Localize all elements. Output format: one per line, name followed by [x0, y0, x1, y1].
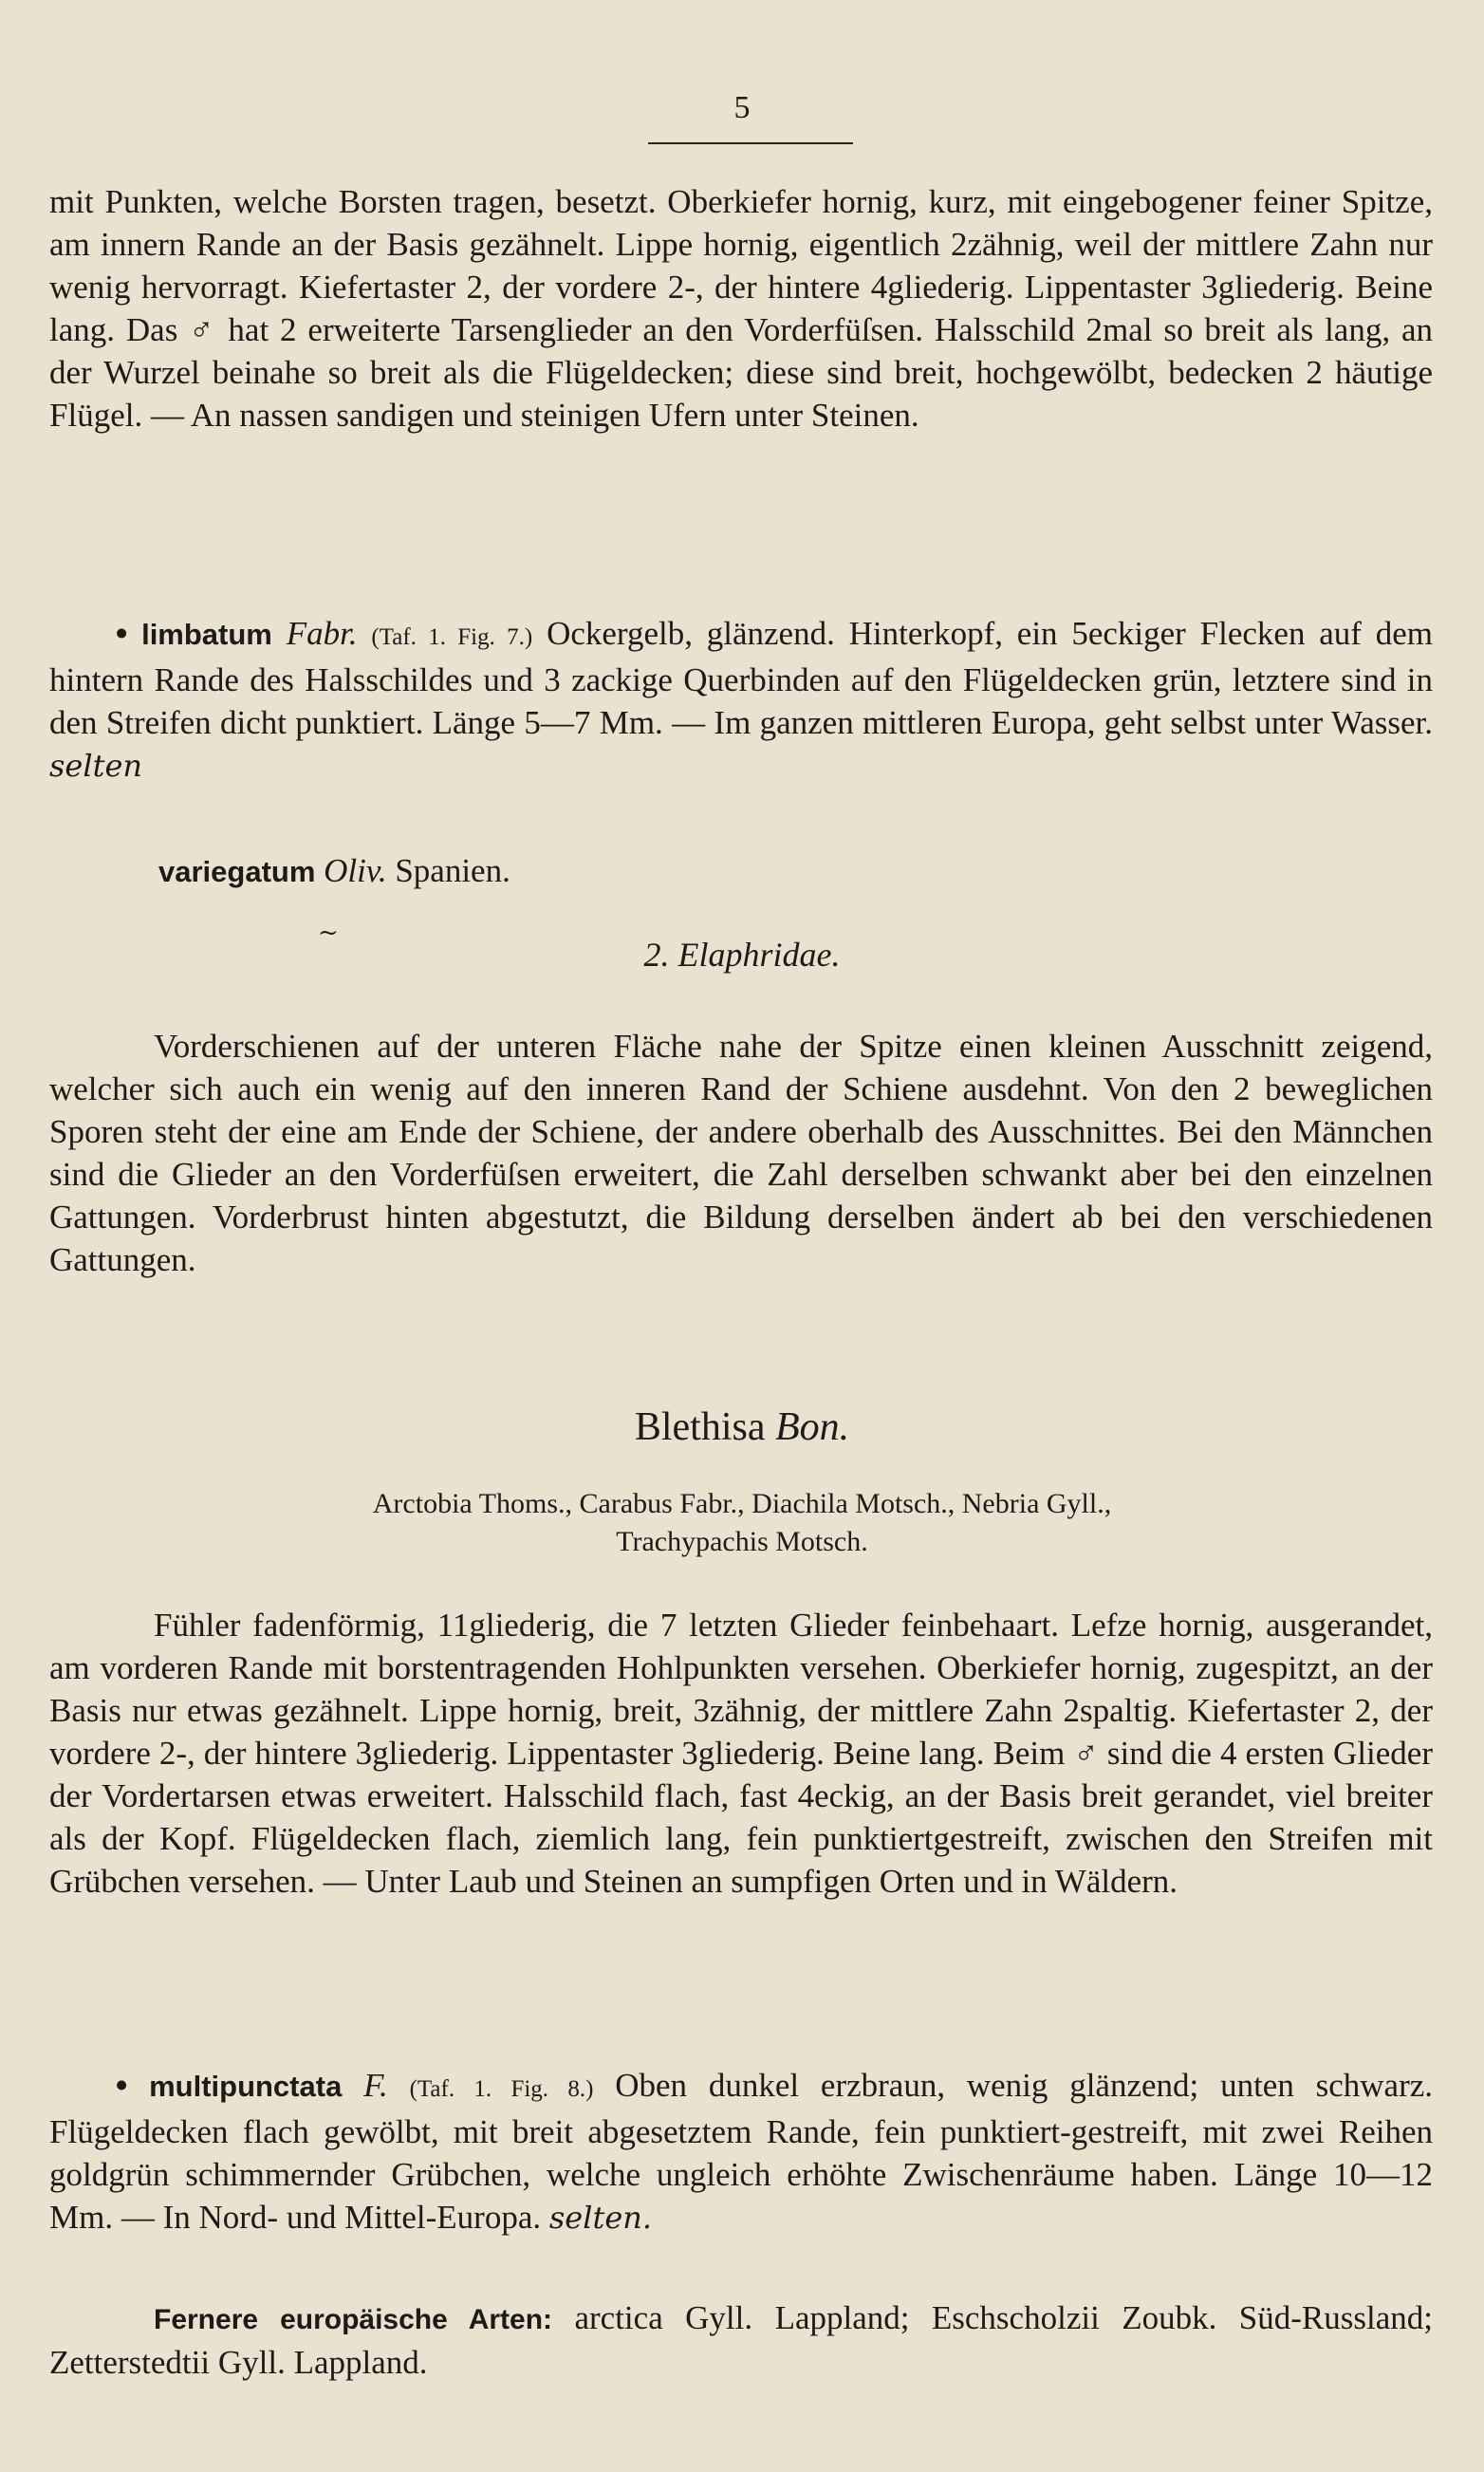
variegatum-entry — [49, 849, 1433, 893]
family-paragraph: Vorderschienen auf der unteren Fläche nahe der Spitze einen kleinen Ausschnitt zeigend, welcher sich auch ein wenig auf den inneren Rand der Schiene ausdehnt. Von den 2 beweglichen Sporen steht der eine am Ende der Schiene, der andere oberhalb des Ausschnittes. Bei den Männchen sind die Glieder an den Vorderfüſsen erweitert, die Zahl derselben schwankt aber bei den einzelnen Gattungen. Vorderbrust hinten abgestutzt, die Bildung derselben ändert ab bei den verschiedenen Gattungen. — [49, 1028, 1433, 1278]
synonyms-line: Arctobia Thoms., Carabus Fabr., Diachila Motsch., Nebria Gyll., — [372, 1488, 1112, 1519]
bullet-mark: • — [116, 615, 128, 652]
species-description: Oben dunkel erzbraun, wenig glänzend; unten schwarz. Flügeldecken flach gewölbt, mit breit abgesetztem Rande, fein punktiert-gestreift, mit zwei Reihen goldgrün schimmernder Grübchen, welche ungleich erhöhte Zwischenräume haben. Länge 10—12 Mm. — In Nord- und Mittel-Europa. — [49, 2067, 1434, 2236]
genus-heading — [0, 1404, 1484, 1450]
species-locality: Spanien. — [395, 852, 510, 889]
species-name: variegatum — [158, 855, 316, 888]
intro-paragraph: mit Punkten, welche Borsten tragen, besetzt. Oberkiefer hornig, kurz, mit eingebogener feiner Spitze, am innern Rande an der Basis gezähnelt. Lippe hornig, eigentlich 2zähnig, weil der mittlere Zahn nur wenig hervorragt. Kiefertaster 2, der vordere 2-, der hintere 4gliederig. Lippentaster 3gliederig. Beine lang. Das ♂ hat 2 erweiterte Tarsenglieder an den Vorderfüſsen. Halsschild 2mal so breit als lang, an der Wurzel beinahe so breit als die Flügeldecken; diese sind breit, hochgewölbt, bedecken 2 häutige Flügel. — An nassen sandigen und steinigen Ufern unter Steinen. — [49, 183, 1433, 434]
further-species-text: arctica Gyll. Lappland; Eschscholzii Zoubk. Süd-Russland; Zetterstedtii Gyll. Lappland. — [49, 2299, 1433, 2381]
further-species-label: Fernere europäische Arten: — [154, 2304, 553, 2335]
page-number: 5 — [733, 90, 751, 125]
family-heading: 2. Elaphridae. — [643, 936, 841, 974]
plate-reference: (Taf. 1. Fig. 8.) — [409, 2076, 594, 2102]
multipunctata-entry — [49, 2064, 1433, 2240]
plate-reference: (Taf. 1. Fig. 7.) — [371, 624, 533, 650]
pencil-tick-mark: ~ — [318, 919, 339, 947]
species-author: Oliv. — [324, 852, 387, 889]
species-name: multipunctata — [149, 2070, 343, 2103]
species-description: Ockergelb, glänzend. Hinterkopf, ein 5eckiger Flecken auf dem hintern Rande des Halsschildes und 3 zackige Querbinden auf den Flügeldecken grün, letztere sind in den Streifen dicht punktiert. Länge 5—7 Mm. — Im ganzen mittleren Europa, geht selbst unter Wasser. — [49, 615, 1434, 741]
genus-name: Blethisa — [634, 1405, 766, 1449]
bullet-mark: • — [116, 2067, 128, 2104]
species-author: Fabr. — [286, 615, 358, 652]
synonyms-line: Trachypachis Motsch. — [616, 1526, 868, 1557]
genus-author: Bon. — [775, 1405, 850, 1449]
species-author: F. — [363, 2067, 388, 2104]
synonyms — [114, 1485, 1370, 1561]
limbatum-entry — [49, 612, 1433, 788]
handwritten-note: selten. — [548, 2200, 653, 2236]
further-species — [49, 2296, 1433, 2384]
handwritten-note: selten — [49, 748, 142, 784]
genus-paragraph: Fühler fadenförmig, 11gliederig, die 7 letzten Glieder feinbehaart. Lefze hornig, ausgerandet, am vorderen Rande mit borstentragenden Hohlpunkten versehen. Oberkiefer hornig, zugespitzt, an der Basis nur etwas gezähnelt. Lippe hornig, breit, 3zähnig, der mittlere Zahn 2spaltig. Kiefertaster 2, der vordere 2-, der hintere 3gliederig. Lippentaster 3gliederig. Beine lang. Beim ♂ sind die 4 ersten Glieder der Vordertarsen etwas erweitert. Halsschild flach, fast 4eckig, an der Basis breit gerandet, viel breiter als der Kopf. Flügeldecken flach, ziemlich lang, fein punktiertgestreift, zwischen den Streifen mit Grübchen versehen. — Unter Laub und Steinen an sumpfigen Orten und in Wäldern. — [49, 1607, 1433, 1900]
species-name: limbatum — [141, 618, 272, 651]
header-rule — [648, 142, 853, 144]
